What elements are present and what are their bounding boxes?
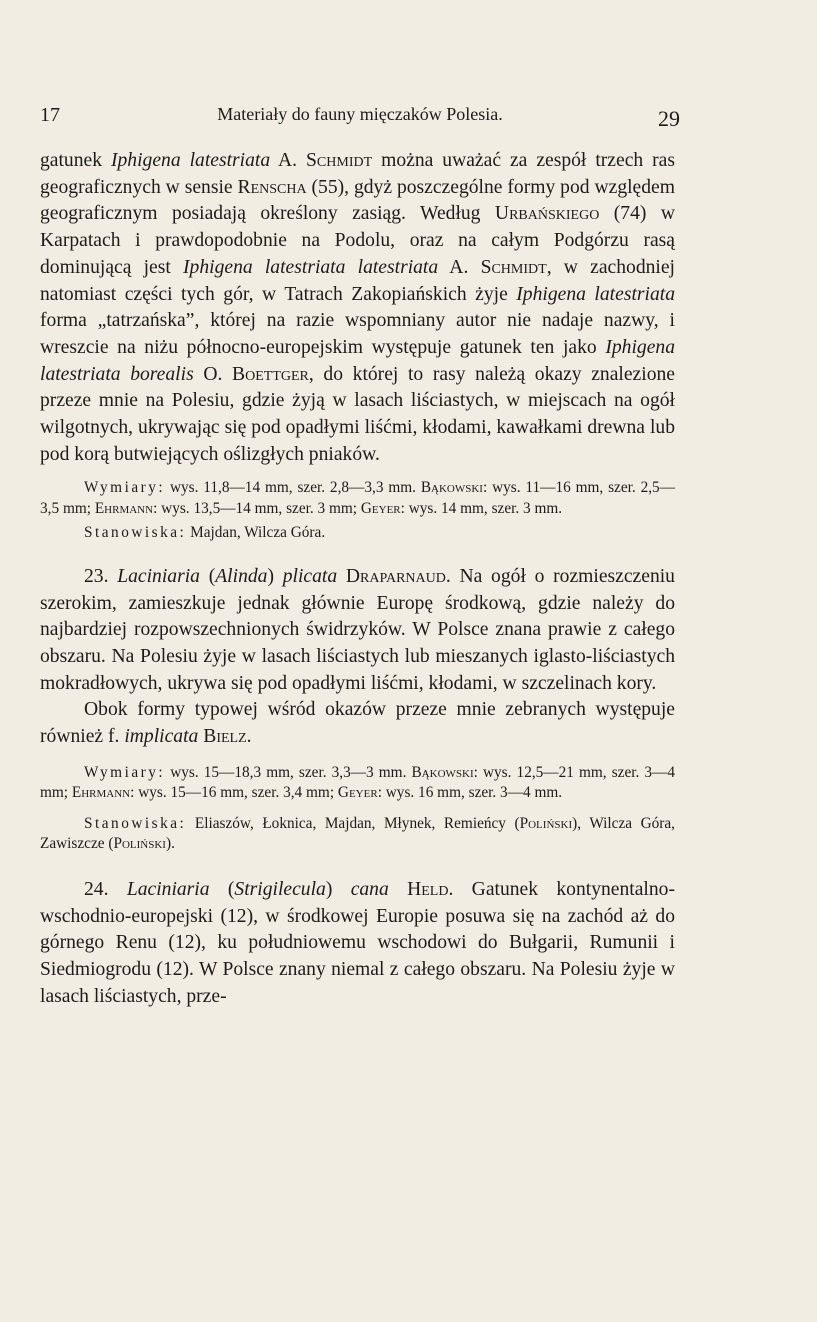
species-name: Iphigena latestriata	[110, 150, 271, 171]
species-name: Iphigena latestriata borealis	[40, 336, 675, 385]
form-name: implicata	[124, 726, 199, 748]
localities-note-2: Stanowiska: Eliaszów, Łoknica, Majdan, Młynek, Remieńcy (Poliński), Wilcza Góra, Zawiszcze (Poliński).	[40, 814, 675, 853]
localities-label: Stanowiska:	[84, 524, 187, 542]
localities-label: Stanowiska:	[84, 814, 187, 832]
dimensions-label: Wymiary:	[84, 763, 166, 781]
paragraph-species-23: 23. Laciniaria (Alinda) plicata Draparnaud. Na ogół o rozmieszczeniu szerokim, zamieszkuje jednak głównie Europę środkową, gdzie należy do najbardziej rozpowszechnionych świdrzyków. W Polsce znana prawie z całego obszaru. Na Polesiu żyje w lasach liściastych lub mieszanych iglasto-liściastych mokradłowych, ukrywa się pod opadłymi liśćmi, kłodami, w szczelinach kory.	[40, 565, 675, 694]
paragraph-species-23-form: Obok formy typowej wśród okazów przeze mnie zebranych występuje również f. implicata Bielz.	[40, 699, 675, 748]
author-name: Schmidt	[480, 256, 547, 278]
species-number: 24.	[84, 878, 127, 900]
species-name: Iphigena latestriata	[516, 283, 675, 305]
running-header	[40, 102, 680, 132]
author-name: Draparnaud	[345, 565, 446, 587]
page-body	[40, 148, 675, 1010]
author-name: Poliński	[113, 835, 166, 853]
author-name: Bąkowski	[411, 763, 474, 781]
species-name: Iphigena latestriata latestriata	[183, 256, 439, 278]
author-name: Geyer	[360, 499, 401, 517]
author-name: Ehrmann	[71, 784, 131, 802]
left-page-number: 17	[40, 104, 60, 126]
localities-note-1: Stanowiska: Majdan, Wilcza Góra.	[84, 524, 326, 542]
author-name: Boettger	[232, 363, 309, 385]
author-name: Urbańskiego	[494, 203, 600, 225]
author-name: Ehrmann	[94, 499, 154, 517]
dimensions-label: Wymiary:	[84, 479, 166, 497]
page-number: 29	[658, 106, 680, 131]
running-title: Materiały do fauny mięczaków Polesia.	[217, 104, 503, 124]
author-name: Renscha	[237, 176, 307, 198]
author-name: Held	[407, 878, 449, 900]
paragraph-species-24: 24. Laciniaria (Strigilecula) cana Held. Gatunek kontynentalno-wschodnio-europejski (12), w środkowej Europie posuwa się na zachód aż do górnego Renu (12), ku południowemu wschodowi do Bułgarii, Rumunii i Siedmiogrodu (12). W Polsce znany niemal z całego obszaru. Na Polesiu żyje w lasach liściastych, prze-	[40, 878, 675, 1007]
author-name: Schmidt	[306, 150, 373, 171]
author-name: Geyer	[337, 784, 378, 802]
author-name: Bąkowski	[420, 479, 483, 497]
dimensions-note-2: Wymiary: wys. 15—18,3 mm, szer. 3,3—3 mm. Bąkowski: wys. 12,5—21 mm, szer. 3—4 mm; Ehrmann: wys. 15—16 mm, szer. 3,4 mm; Geyer: wys. 16 mm, szer. 3—4 mm.	[40, 763, 675, 802]
dimensions-note-1: Wymiary: wys. 11,8—14 mm, szer. 2,8—3,3 mm. Bąkowski: wys. 11—16 mm, szer. 2,5—3,5 mm; Ehrmann: wys. 13,5—14 mm, szer. 3 mm; Geyer: wys. 14 mm, szer. 3 mm.	[40, 479, 675, 517]
paragraph-iphigena: gatunek Iphigena latestriata A. Schmidt można uważać za zespół trzech ras geograficznych w sensie Renscha (55), gdyż poszczególne formy pod względem geograficznym posiadają określony zasiąg. Według Urbańskiego (74) w Karpatach i prawdopodobnie na Podolu, oraz na całym Podgórzu rasą dominującą jest Iphigena latestriata latestriata A. Schmidt, w zachodniej natomiast części tych gór, w Tatrach Zakopiańskich żyje Iphigena latestriata forma „tatrzańska”, której na razie wspomniany autor nie nadaje nazwy, i wreszcie na niżu północno-europejskim występuje gatunek ten jako Iphigena latestriata borealis O. Boettger, do której to rasy należą okazy znalezione przeze mnie na Polesiu, gdzie żyją w lasach liściastych, w miejscach na ogół wilgotnych, ukrywając się pod opadłymi liśćmi, kłodami, kawałkami drewna lub pod korą butwiejących oślizgłych pniaków.	[40, 150, 675, 465]
author-name: Poliński	[519, 814, 573, 832]
author-name: Bielz	[203, 726, 247, 748]
species-number: 23.	[84, 565, 118, 587]
